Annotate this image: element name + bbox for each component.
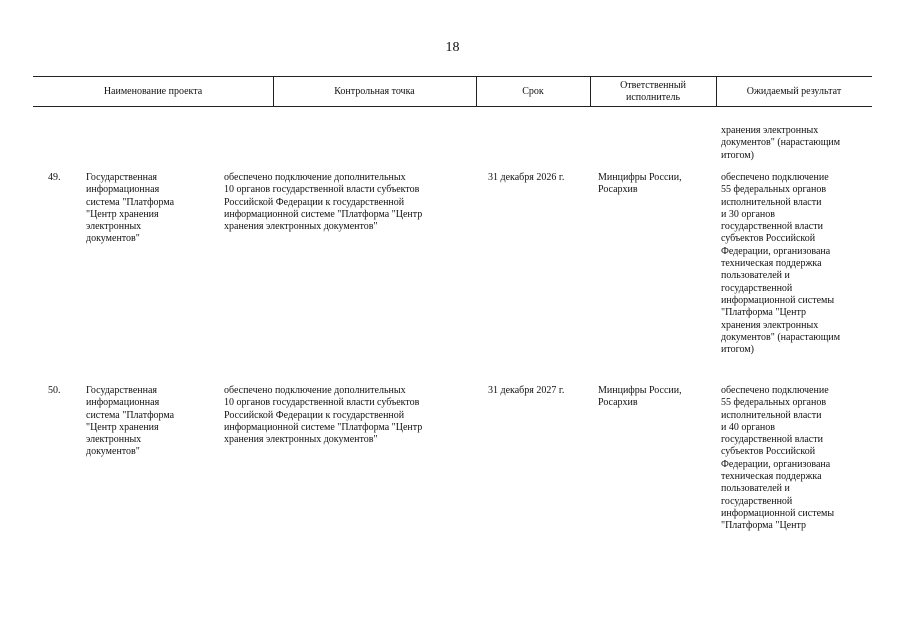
header-deadline: Срок [522, 85, 544, 97]
header-expected-result: Ожидаемый результат [746, 85, 842, 97]
deadline-cell: 31 декабря 2027 г. [488, 385, 565, 396]
page-number: 18 [445, 40, 460, 55]
row-number: 50. [48, 385, 61, 396]
header-checkpoint: Контрольная точка [334, 85, 415, 97]
project-name-cell: Государственная информационная система "Платформа "Центр хранения электронных документов" [86, 385, 175, 458]
checkpoint-cell: обеспечено подключение дополнительных 10 органов государственной власти субъектов Российской Федерации к государственной информационной системе "Платформа "Центр хранения электронных документов" [224, 172, 423, 233]
header-executor: Ответственный исполнитель [620, 79, 686, 103]
result-continuation: хранения электронных документов" (нарастающим итогом) [721, 125, 841, 161]
project-name-cell: Государственная информационная система "Платформа "Центр хранения электронных документов" [86, 172, 175, 245]
row-number: 49. [48, 172, 61, 183]
expected-result-cell: обеспечено подключение 55 федеральных органов исполнительной власти и 30 органов государственной власти субъектов Российской Федерации, организована техническая поддержка пользователей и государственной информационной системы "Платформа "Центр хранения электронных документов" (нарастающим итогом) [721, 172, 841, 356]
table-header [33, 76, 872, 107]
expected-result-cell: обеспечено подключение 55 федеральных органов исполнительной власти и 40 органов государственной власти субъектов Российской Федерации, организована техническая поддержка пользователей и государственной информационной системы "Платформа "Центр [721, 385, 835, 532]
deadline-cell: 31 декабря 2026 г. [488, 172, 565, 183]
header-project-name: Наименование проекта [103, 85, 203, 97]
checkpoint-cell: обеспечено подключение дополнительных 10 органов государственной власти субъектов Российской Федерации к государственной информационной системе "Платформа "Центр хранения электронных документов" [224, 385, 423, 446]
executor-cell: Минцифры России, Росархив [598, 172, 682, 196]
executor-cell: Минцифры России, Росархив [598, 385, 682, 409]
